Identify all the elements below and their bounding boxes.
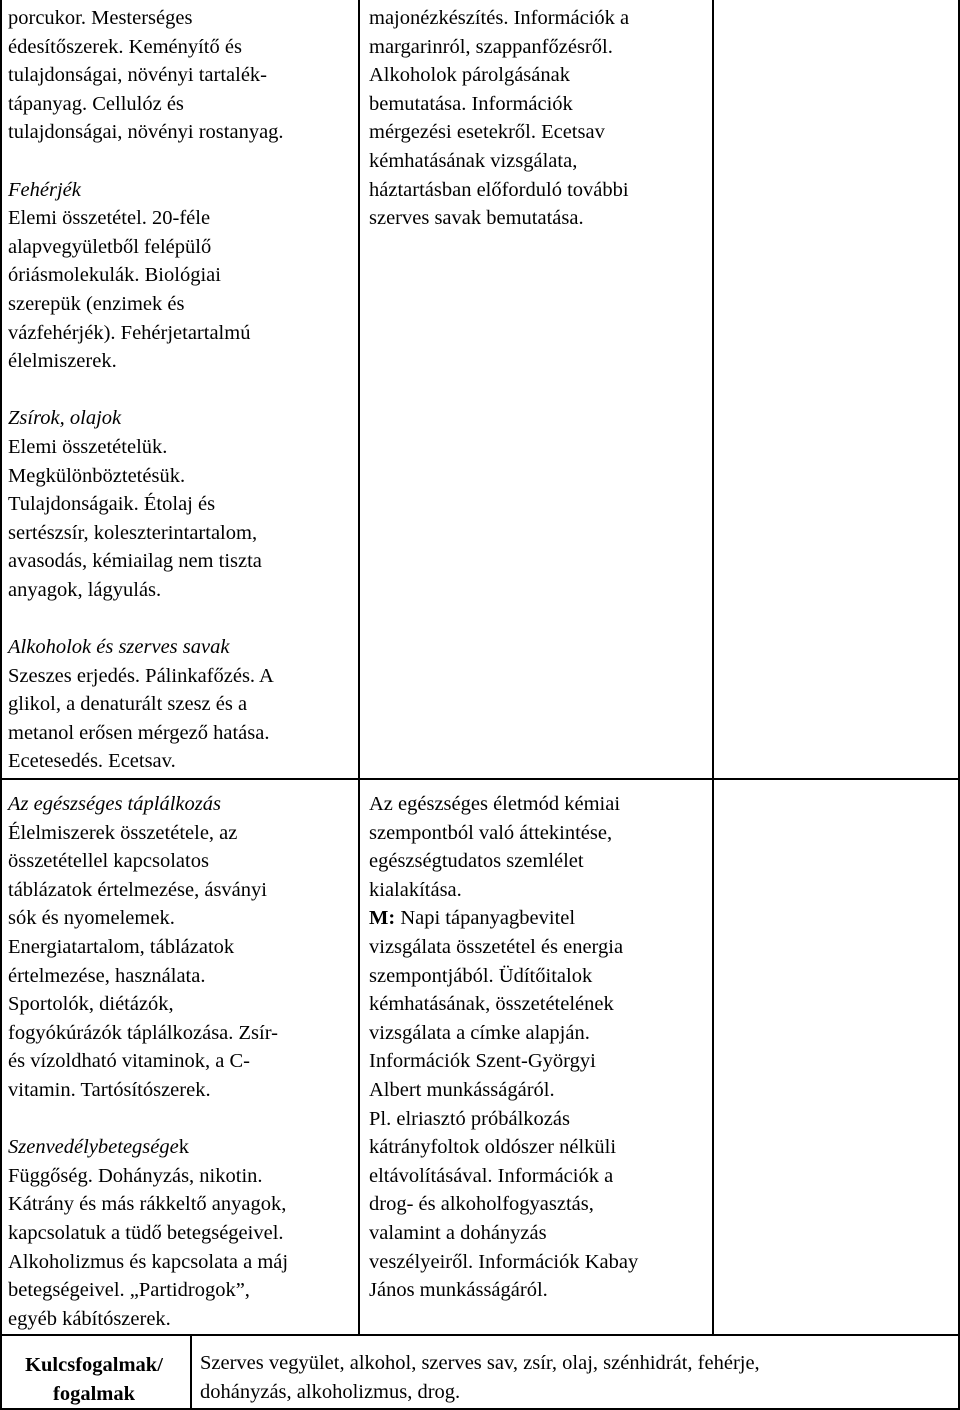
text-line: valamint a dohányzás bbox=[369, 1221, 547, 1244]
text-line: Függőség. Dohányzás, nikotin. bbox=[8, 1164, 263, 1187]
section-heading: Zsírok, olajok bbox=[8, 407, 122, 430]
text-line: majonézkészítés. Információk a bbox=[369, 7, 630, 29]
text-line: Alkoholizmus és kapcsolata a máj bbox=[8, 1250, 289, 1273]
text-line: tulajdonságai, növényi tartalék- bbox=[8, 64, 268, 87]
text-line: élelmiszerek. bbox=[8, 350, 117, 373]
text-line: János munkásságáról. bbox=[369, 1279, 548, 1302]
text-line: porcukor. Mesterséges bbox=[8, 7, 193, 29]
keywords-label-line: Kulcsfogalmak/ bbox=[25, 1354, 163, 1376]
keywords-text bbox=[200, 1349, 950, 1406]
keywords-label bbox=[4, 1351, 184, 1408]
text-line: Megkülönböztetésük. bbox=[8, 464, 186, 487]
keywords-text-line: Szerves vegyület, alkohol, szerves sav, zsír, olaj, szénhidrát, fehérje, bbox=[200, 1352, 760, 1374]
text-line: értelmezése, használata. bbox=[8, 964, 206, 987]
text-line: szempontból való áttekintése, bbox=[369, 821, 613, 844]
text-line: Albert munkásságáról. bbox=[369, 1078, 555, 1101]
fats-oils-block bbox=[8, 404, 353, 604]
column-divider-1 bbox=[358, 0, 360, 1335]
text-line: Az egészséges életmód kémiai bbox=[369, 793, 621, 815]
text-line: Pl. elriasztó próbálkozás bbox=[369, 1107, 570, 1130]
text-line: Élelmiszerek összetétele, az bbox=[8, 821, 238, 844]
text-line: alapvegyületből felépülő bbox=[8, 235, 212, 258]
methods-text: Napi tápanyagbevitel bbox=[395, 907, 576, 930]
text-line: bemutatása. Információk bbox=[369, 92, 573, 115]
text-line: Információk Szent-Györgyi bbox=[369, 1050, 596, 1073]
text-line: édesítőszerek. Keményítő és bbox=[8, 35, 242, 58]
text-line: Elemi összetételük. bbox=[8, 435, 168, 458]
text-line: drog- és alkoholfogyasztás, bbox=[369, 1193, 594, 1216]
top-middle-cell bbox=[369, 4, 709, 233]
healthy-nutrition-block bbox=[8, 790, 353, 1105]
section-heading bbox=[8, 1133, 353, 1162]
heading-italic-part: Szenvedélybetegsége bbox=[8, 1136, 179, 1159]
keywords-label-line: fogalmak bbox=[53, 1382, 135, 1405]
text-line: mérgezési esetekről. Ecetsav bbox=[369, 121, 605, 144]
text-line: kátrányfoltok oldószer nélküli bbox=[369, 1136, 617, 1159]
text-line: Szeszes erjedés. Pálinkafőzés. A bbox=[8, 664, 274, 687]
text-line: szempontjából. Üdítőitalok bbox=[369, 964, 593, 987]
text-line: sertészsír, koleszterintartalom, bbox=[8, 521, 258, 544]
section-heading: Alkoholok és szerves savak bbox=[8, 636, 230, 659]
text-line: avasodás, kémiailag nem tiszta bbox=[8, 550, 262, 573]
text-line: glikol, a denaturált szesz és a bbox=[8, 693, 248, 716]
text-line: sók és nyomelemek. bbox=[8, 907, 175, 930]
text-line: margarinról, szappanfőzésről. bbox=[369, 35, 613, 58]
text-line: szerves savak bemutatása. bbox=[369, 207, 584, 230]
text-line: Elemi összetétel. 20-féle bbox=[8, 207, 211, 230]
section-heading: Fehérjék bbox=[8, 178, 81, 201]
text-line: betegségeivel. „Partidrogok”, bbox=[8, 1279, 250, 1302]
text-line: vizsgálata a címke alapján. bbox=[369, 1021, 590, 1044]
text-line: tápanyag. Cellulóz és bbox=[8, 92, 184, 115]
heading-tail-part: k bbox=[178, 1136, 189, 1159]
alcohols-acids-block bbox=[8, 633, 353, 776]
text-line: Sportolók, diétázók, bbox=[8, 993, 174, 1016]
text-line: egyéb kábítószerek. bbox=[8, 1307, 171, 1330]
addictions-block bbox=[8, 1133, 353, 1333]
bottom-left-cell bbox=[8, 790, 353, 1333]
methods-label: M: bbox=[369, 907, 396, 930]
text-line: óriásmolekulák. Biológiai bbox=[8, 264, 221, 287]
text-line: vázfehérjék). Fehérjetartalmú bbox=[8, 321, 251, 344]
text-line: anyagok, lágyulás. bbox=[8, 578, 162, 601]
text-line: metanol erősen mérgező hatása. bbox=[8, 721, 270, 744]
text-line: összetétellel kapcsolatos bbox=[8, 850, 209, 873]
text-line: kémhatásának vizsgálata, bbox=[369, 149, 578, 172]
text-line: kémhatásának, összetételének bbox=[369, 993, 614, 1016]
text-line: és vízoldható vitaminok, a C- bbox=[8, 1050, 250, 1073]
text-line: háztartásban előforduló további bbox=[369, 178, 629, 201]
keywords-text-line: dohányzás, alkoholizmus, drog. bbox=[200, 1380, 461, 1403]
text-line: fogyókúrázók táplálkozása. Zsír- bbox=[8, 1021, 278, 1044]
table-border-left bbox=[0, 0, 2, 1410]
carbohydrates-block bbox=[8, 4, 353, 147]
text-line: Tulajdonságaik. Étolaj és bbox=[8, 493, 216, 516]
text-line: táblázatok értelmezése, ásványi bbox=[8, 878, 267, 901]
row-divider-2 bbox=[0, 1334, 960, 1336]
text-line: kialakítása. bbox=[369, 878, 462, 901]
row-divider-1 bbox=[0, 778, 960, 780]
section-heading: Az egészséges táplálkozás bbox=[8, 793, 221, 815]
text-line: Alkoholok párolgásának bbox=[369, 64, 570, 87]
text-line: egészségtudatos szemlélet bbox=[369, 850, 584, 873]
text-line: kapcsolatuk a tüdő betegségeivel. bbox=[8, 1221, 284, 1244]
text-line: vizsgálata összetétel és energia bbox=[369, 935, 624, 958]
keyword-divider bbox=[190, 1335, 192, 1410]
text-line: Energiatartalom, táblázatok bbox=[8, 935, 235, 958]
proteins-block bbox=[8, 176, 353, 376]
bottom-middle-cell bbox=[369, 790, 709, 1305]
methods-line bbox=[369, 904, 709, 933]
text-line: eltávolításával. Információk a bbox=[369, 1164, 614, 1187]
text-line: tulajdonságai, növényi rostanyag. bbox=[8, 121, 284, 144]
column-divider-2 bbox=[712, 0, 714, 1335]
text-line: szerepük (enzimek és bbox=[8, 292, 185, 315]
text-line: Ecetesedés. Ecetsav. bbox=[8, 750, 176, 773]
top-left-cell bbox=[8, 4, 353, 776]
text-line: veszélyeiről. Információk Kabay bbox=[369, 1250, 639, 1273]
text-line: Kátrány és más rákkeltő anyagok, bbox=[8, 1193, 287, 1216]
text-line: vitamin. Tartósítószerek. bbox=[8, 1078, 211, 1101]
